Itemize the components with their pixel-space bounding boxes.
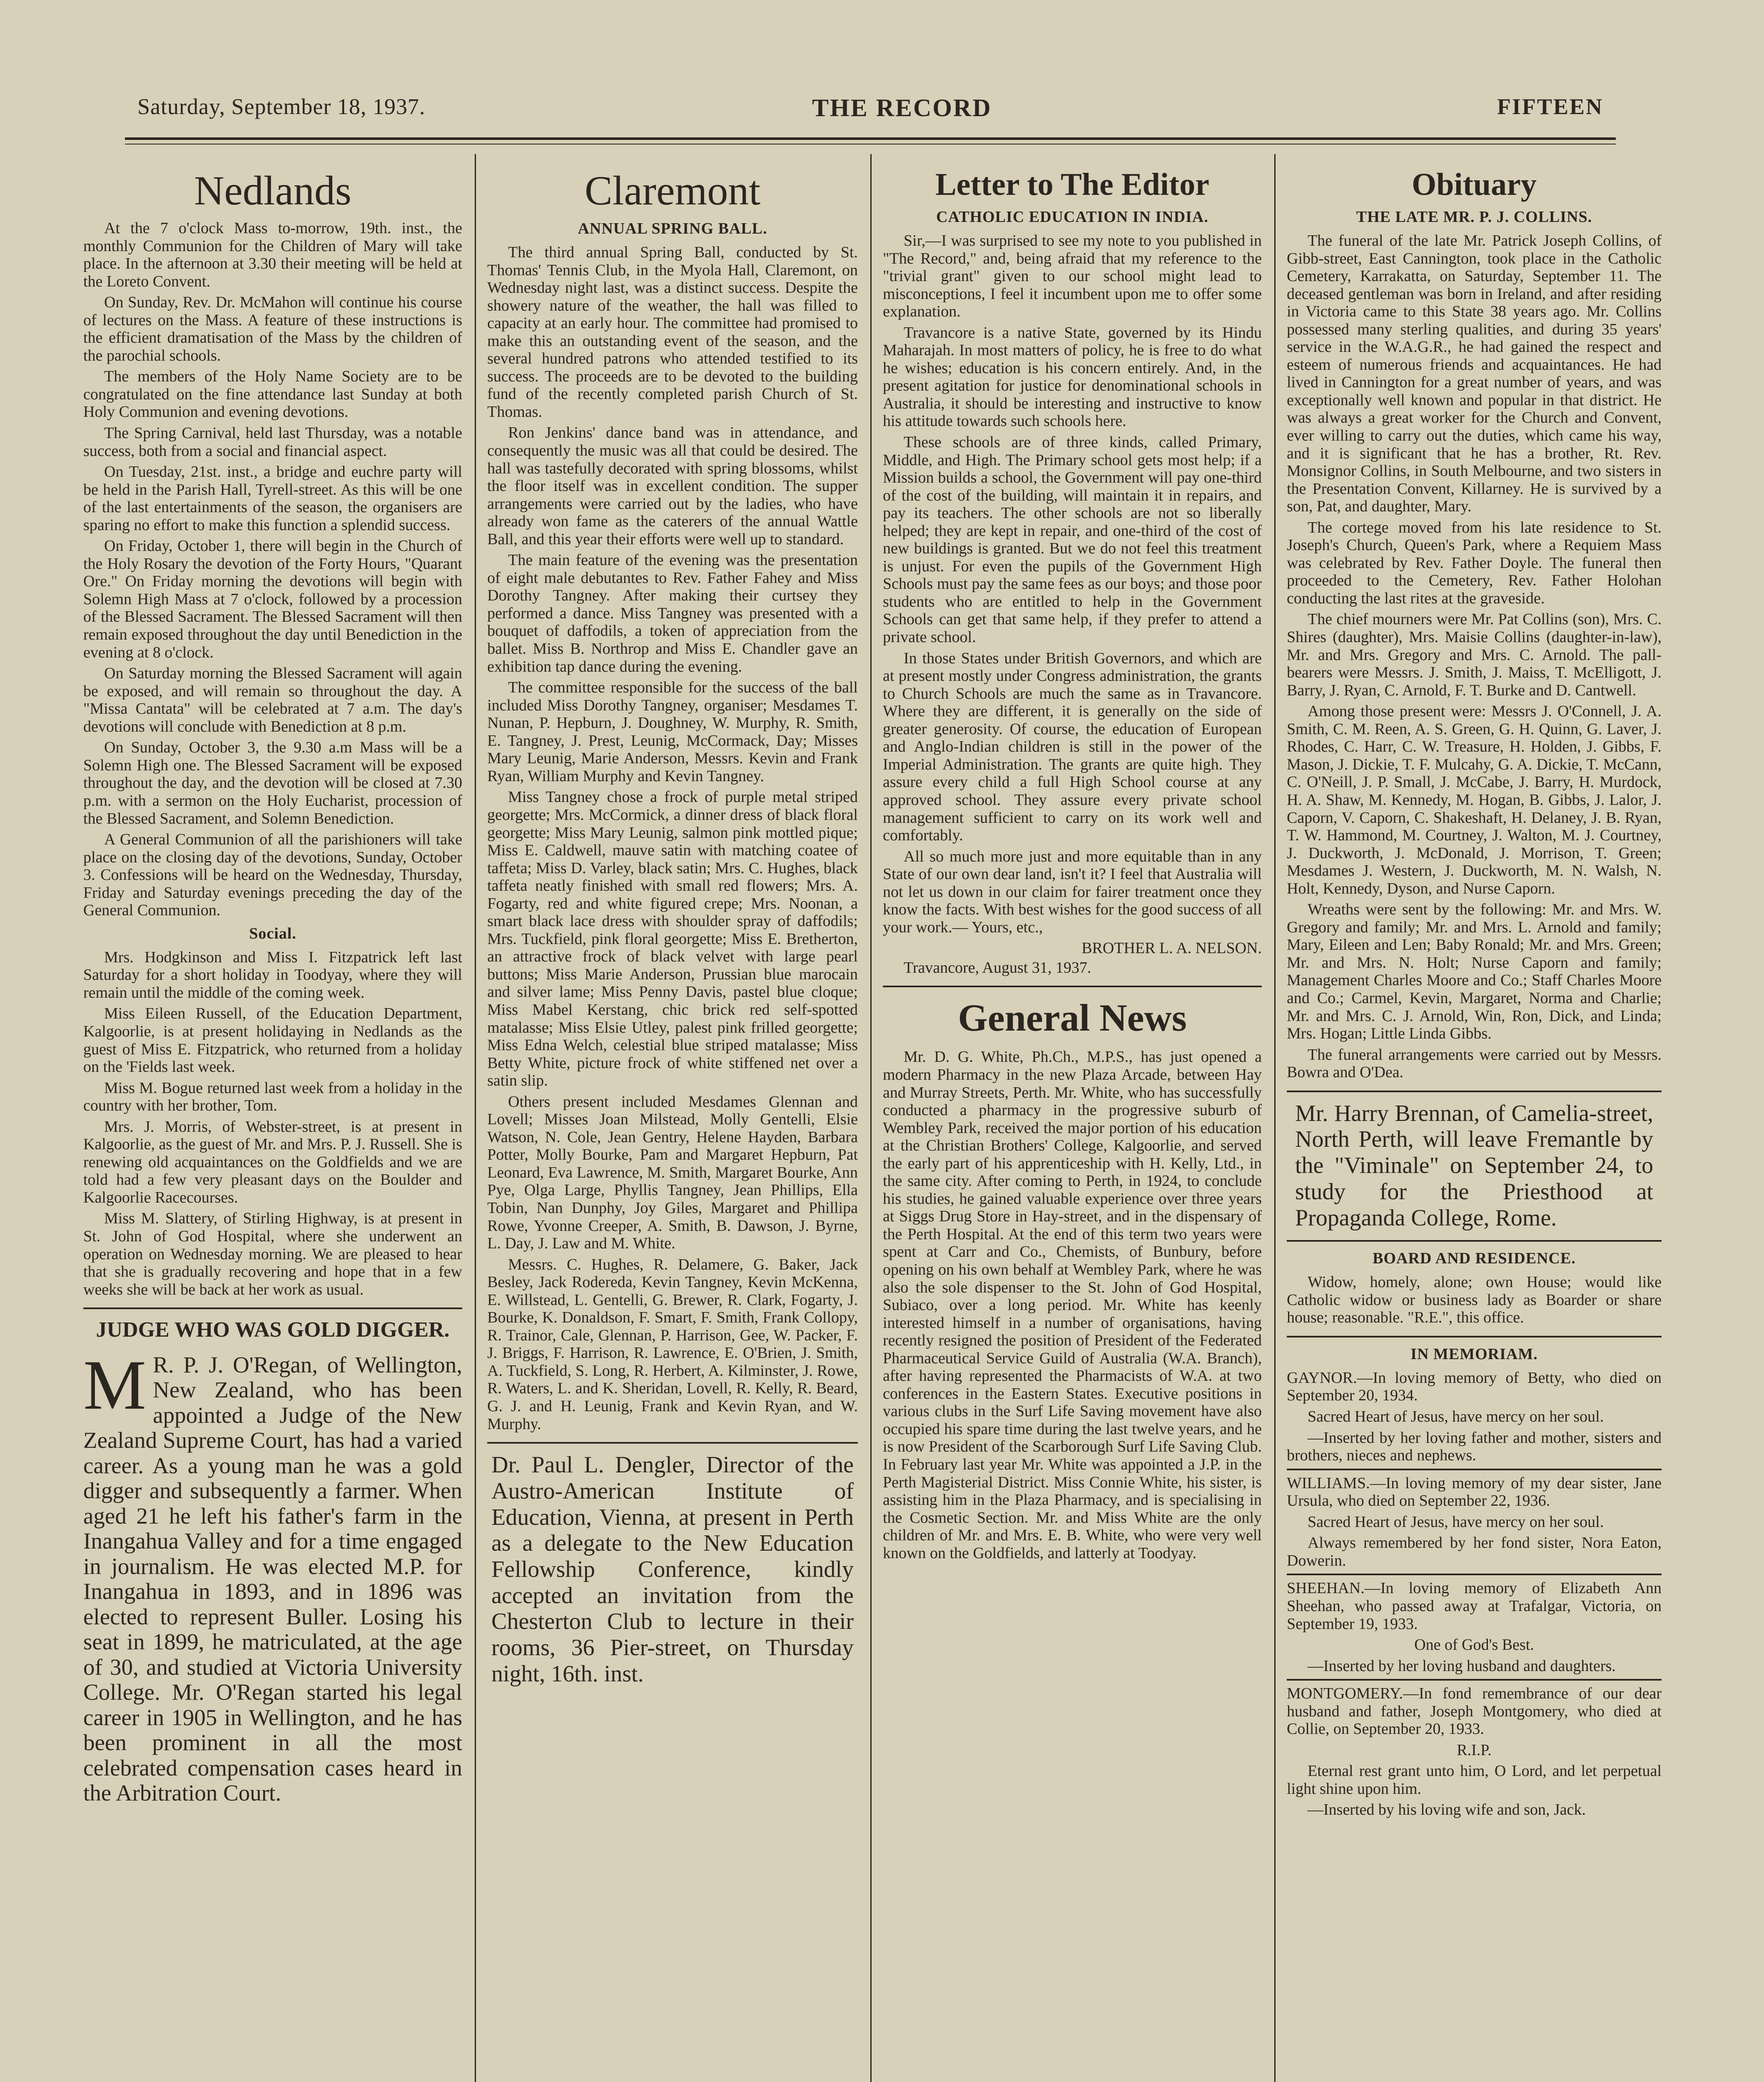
memoriam-line: —Inserted by her loving husband and daughters. <box>1308 1657 1616 1675</box>
obituary-column <box>1287 167 1662 2082</box>
drop-cap: M <box>83 1345 147 1424</box>
section-rule <box>1287 1469 1662 1470</box>
memoriam-line: —Inserted by her loving father and mother, sisters and brothers, nieces and nephews. <box>1287 1429 1662 1464</box>
page-number: FIFTEEN <box>1497 94 1603 119</box>
paragraph: Mr. Harry Brennan, of Camelia-street, North Perth, will leave Fremantle by the "Viminale" on September 24, to study for the Priesthood at Propaganda College, Rome. <box>1295 1100 1653 1231</box>
paragraph: The funeral arrangements were carried out by Messrs. Bowra and O'Dea. <box>1287 1046 1662 1081</box>
paragraph: Messrs. C. Hughes, R. Delamere, G. Baker, Jack Besley, Jack Rodereda, Kevin Tangney, Kevin McKenna, E. Willstead, L. Gentelli, G. Brewer, R. Clark, Fogarty, J. Bourke, K. Donaldson, F. Smart, F. Smith, Frank Collopy, R. Trainor, Cale, Glennan, P. Harrison, Gee, W. Packer, F. J. Briggs, F. Harrison, R. Lawrence, E. O'Brien, J. Smith, A. Tuckfield, S. Long, R. Herbert, A. Kilminster, J. Rowe, R. Waters, L. and K. Sheridan, Lovell, R. Kelly, R. Beard, G. J. and H. Leunig, Frank and Kevin Ryan, and W. Murphy. <box>487 1255 858 1433</box>
section-rule <box>883 986 1262 987</box>
paragraph: Ron Jenkins' dance band was in attendance, and consequently the music was all that could be desired. The hall was tastefully decorated with spring blossoms, whilst the floor itself was in excellent condition. The supper arrangements were carried out by the ladies, who have already won fame as the caterers of the annual Wattle Ball, and this year their efforts were well up to standard. <box>487 424 858 548</box>
paragraph: Mr. D. G. White, Ph.Ch., M.P.S., has just opened a modern Pharmacy in the new Plaza Arcade, between Hay and Murray Streets, Perth. Mr. White, who has successfully conducted a pharmacy in the progressive suburb of Wembley Park, received the major portion of his education at the Christian Brothers' College, Kalgoorlie, and served the early part of his apprenticeship with H. Kelly, Ltd., in the same city. After coming to Perth, in 1924, to conclude his studies, he gained valuable experience over three years at Siggs Drug Store in Hay-street, and in the dispensary of the Perth Hospital. At the end of this term two years were spent at Carr and Co., Chemists, of Bunbury, before opening on his own behalf at Wembley Park, where he was also the sole dispenser to the St. John of God Hospital, Subiaco, over a long period. Mr. White has keenly interested himself in a number of organisations, having recently resigned the position of President of the Federated Pharmaceutical Service Guild of Australia (W.A. Branch), after having represented the Pharmacists of W.A. at two conferences in the Eastern States. Executive positions in various clubs in the Surf Life Saving movement have also occupied his spare time during the last twelve years, and he is now President of the Scarborough Surf Life Saving Club. In February last year Mr. White was appointed a J.P. in the Perth Magisterial District. Miss Connie White, his sister, is assisting him in the Plaza Pharmacy, and is specialising in the Cosmetic Section. Mr. and Miss White are the only children of Mr. and Mrs. E. B. White, who were very well known on the Goldfields, and latterly at Toodyay. <box>883 1048 1262 1562</box>
judge-article <box>83 1317 462 1806</box>
obituary-subtitle: THE LATE MR. P. J. COLLINS. <box>1356 208 1592 226</box>
claremont-title: Claremont <box>584 167 761 214</box>
column-divider <box>475 154 476 2082</box>
memoriam-line: Sacred Heart of Jesus, have mercy on her soul. <box>1308 1408 1604 1426</box>
memoriam-line: WILLIAMS.—In loving memory of my dear sister, Jane Ursula, who died on September 22, 1936. <box>1287 1474 1662 1510</box>
paragraph: Wreaths were sent by the following: Mr. and Mrs. W. Gregory and family; Mr. and Mrs. L. Arnold and family; Mary, Eileen and Len; Baby Ronald; Mr. and Mrs. Green; Mr. and Mrs. N. Holt; Nurse Caporn and family; Management Charles Moore and Co.; Staff Charles Moore and Co.; Carmel, Kevin, Margaret, Norma and Charlie; Mr. and Mrs. C. J. Arnold, Win, Ron, Dick, and Linda; Mrs. Hogan; Little Linda Gibbs. <box>1287 901 1662 1043</box>
paragraph: R. P. J. O'Regan, of Wellington, New Zealand, who has been appointed a Judge of the New Zealand Supreme Court, has had a varied career. As a young man he was a gold digger and subsequently a farmer. When aged 21 he left his father's farm in the Inangahua Valley and for a time engaged in journalism. He was elected M.P. for Inangahua in 1893, and in 1896 was elected to represent Buller. Losing his seat in 1899, he matriculated, at the age of 30, and studied at Victoria University College. Mr. O'Regan started his legal career in 1905 in Wellington, and he has been prominent in all the most celebrated compensation cases heard in the Arbitration Court. <box>83 1352 462 1806</box>
section-rule <box>1287 1574 1662 1575</box>
paragraph: The cortege moved from his late residence to St. Joseph's Church, Queen's Park, where a Requiem Mass was celebrated by Rev. Father Doyle. The funeral then proceeded to the Cemetery, Rev. Father Holohan conducting the last rites at the graveside. <box>1287 518 1662 607</box>
paragraph: On Tuesday, 21st. inst., a bridge and euchre party will be held in the Parish Hall, Tyrell-street. As this will be one of the last entertainments of the season, the organisers are sparing no effort to make this function a splendid success. <box>83 463 462 534</box>
paragraph: On Sunday, Rev. Dr. McMahon will continue his course of lectures on the Mass. A feature of these instructions is the efficient dramatisation of the Mass by the children of the parochial schools. <box>83 294 462 364</box>
nedlands-column <box>83 167 462 2082</box>
paragraph: The funeral of the late Mr. Patrick Joseph Collins, of Gibb-street, East Cannington, took place in the Catholic Cemetery, Karrakatta, on Saturday, September 11. The deceased gentleman was born in Ireland, and after residing in Victoria came to this State 38 years ago. Mr. Collins possessed many sterling qualities, and during 35 years' service in the W.A.G.R., he had gained the respect and esteem of numerous friends and acquaintances. He had lived in Cannington for a great number of years, and was exceptionally well known and popular in that district. He was always a great worker for the Church and Convent, ever willing to carry out the duties, which came his way, and it is significant that he has a brother, Rt. Rev. Monsignor Collins, in South Melbourne, and two sisters in the Presentation Convent, Killarney. He is survived by a son, Pat, and daughter, Mary. <box>1287 232 1662 516</box>
paragraph: These schools are of three kinds, called Primary, Middle, and High. The Primary school gets most help; if a Mission builds a school, the Government will pay one-third of the cost of the building, will maintain it in repairs, and pay its teachers. The other schools are not so liberally helped; they are kept in repair, and one-third of the cost of new buildings is granted. But we do not feel this treatment is unjust. For even the pupils of the Government High Schools must pay the same fees as our boys; and those poor students who are entitled to help in the Government Schools can get that same help, if they prefer to attend a private school. <box>883 433 1262 646</box>
memoriam-line: Eternal rest grant unto him, O Lord, and let perpetual light shine upon him. <box>1287 1762 1662 1798</box>
paragraph: The chief mourners were Mr. Pat Collins (son), Mrs. C. Shires (daughter), Mrs. Maisie Collins (daughter-in-law), Mr. and Mrs. Gregory and Mrs. C. Arnold. The pall-bearers were Messrs. J. Smith, J. Maiss, T. McElligott, J. Barry, J. Ryan, C. Arnold, F. T. Burke and D. Cantwell. <box>1287 610 1662 699</box>
paragraph: The third annual Spring Ball, conducted by St. Thomas' Tennis Club, in the Myola Hall, Claremont, on Wednesday night last, was a distinct success. Despite the showery nature of the weather, the hall was filled to capacity at an early hour. The committee had promised to make this an outstanding event of the season, and the several hundred patrons who attended testified to its success. The proceeds are to be devoted to the building fund of the recently completed parish Church of St. Thomas. <box>487 244 858 421</box>
paragraph: Widow, homely, alone; own House; would like Catholic widow or business lady as Boarder or share house; reasonable. "R.E.", this office. <box>1287 1273 1662 1327</box>
paragraph: Miss M. Bogue returned last week from a holiday in the country with her brother, Tom. <box>83 1079 462 1115</box>
memoriam-line: Always remembered by her fond sister, Nora Eaton, Dowerin. <box>1287 1534 1662 1569</box>
news-title: General News <box>958 996 1187 1039</box>
section-rule <box>1287 1336 1662 1337</box>
letter-column <box>883 167 1262 2082</box>
memoriam-line: MONTGOMERY.—In fond remembrance of our dear husband and father, Joseph Montgomery, who died at Collie, on September 20, 1933. <box>1287 1685 1662 1738</box>
memoriam-line: SHEEHAN.—In loving memory of Elizabeth Ann Sheehan, who passed away at Trafalgar, Victoria, on September 19, 1933. <box>1287 1579 1662 1633</box>
section-rule <box>83 1307 462 1309</box>
paragraph: On Sunday, October 3, the 9.30 a.m Mass will be a Solemn High one. The Blessed Sacrament will be exposed throughout the day, and the devotion will be closed at 7.30 p.m. with a sermon on the Holy Eucharist, procession of the Blessed Sacrament, and Solemn Benediction. <box>83 739 462 827</box>
paragraph: The Spring Carnival, held last Thursday, was a notable success, both from a social and financial aspect. <box>83 424 462 460</box>
paragraph: Among those present were: Messrs J. O'Connell, J. A. Smith, C. M. Reen, A. S. Green, G. H. Quinn, G. Laver, J. Rhodes, C. Harr, C. W. Treasure, H. Holden, J. Gibbs, F. Mason, J. Dickie, T. F. Mulcahy, G. A. Dickie, T. McCann, C. O'Neill, J. P. Small, J. McCabe, J. Barry, H. Murdock, H. A. Shaw, M. Kennedy, M. Hogan, B. Gibbs, J. Lalor, J. Caporn, V. Caporn, C. Shakeshaft, H. Delaney, J. B. Ryan, T. W. Hammond, M. Courtney, J. Walton, M. J. Courtney, J. Duckworth, J. McDonald, J. Morrison, T. Green; Mesdames J. Western, J. Duckworth, M. N. Walsh, N. Holt, Kennedy, Dyson, and Nurse Caporn. <box>1287 702 1662 897</box>
memoriam-entry <box>1287 1579 1662 1675</box>
letter-title: Letter to The Editor <box>935 167 1209 202</box>
memoriam-line: Sacred Heart of Jesus, have mercy on her soul. <box>1308 1513 1604 1531</box>
column-divider <box>870 154 872 2082</box>
newspaper-name: THE RECORD <box>812 94 992 122</box>
paragraph: In those States under British Governors, and which are at present mostly under Congress administration, the grants to Church Schools are much the same as in Travancore. Where they are different, it is generally on the side of greater generosity. Of course, the education of European and Anglo-Indian children is still in the power of the Imperial Administration. The grants are quite high. They assure every child a full High School course at any approved school. They assure every private school management sufficient to carry on its work well and comfortably. <box>883 649 1262 844</box>
paragraph: All so much more just and more equitable than in any State of our own dear land, isn't it? I feel that Australia will not let us down in our claim for fairer treatment once they know the facts. With best wishes for the good success of all your work.— Yours, etc., <box>883 847 1262 936</box>
paragraph: Miss Tangney chose a frock of purple metal striped georgette; Mrs. McCormick, a dinner dress of black floral georgette; Miss Mary Leunig, salmon pink mottled pique; Miss E. Caldwell, mauve satin with matching coatee of taffeta; Miss D. Varley, black satin; Mrs. C. Hughes, black taffeta neatly finished with small red flowers; Mrs. A. Fogarty, red and white figured crepe; Mrs. Noonan, a smart black lace dress with shoulder spray of daffodils; Mrs. Tuckfield, pink floral georgette; Miss E. Bretherton, an attractive frock of black velvet with large pearl buttons; Miss Marie Anderson, Prussian blue marocain and silver lame; Miss Penny Davis, pastel blue cloque; Miss Mabel Kerstang, chic brick red self-spotted matalasse; Miss Elsie Utley, palest pink frilled georgette; Miss Edna Welch, celestial blue striped matalasse; Miss Betty White, picture frock of white stiffened net over a satin slip. <box>487 788 858 1090</box>
issue-date: Saturday, September 18, 1937. <box>137 94 426 119</box>
paragraph: At the 7 o'clock Mass to-morrow, 19th. inst., the monthly Communion for the Children of Mary will take place. In the afternoon at 3.30 their meeting will be held at the Loreto Convent. <box>83 219 462 290</box>
letter-place-date: Travancore, August 31, 1937. <box>904 959 1091 976</box>
letter-signature: BROTHER L. A. NELSON. <box>1081 939 1262 957</box>
paragraph: Miss M. Slattery, of Stirling Highway, is at present in St. John of God Hospital, where she underwent an operation on Wednesday morning. We are pleased to hear that she is gradually recovering and hope that in a few weeks she will be back at her work as usual. <box>83 1210 462 1298</box>
letter-subtitle: CATHOLIC EDUCATION IN INDIA. <box>936 208 1208 226</box>
dengler-notice <box>487 1452 858 1687</box>
memoriam-entry <box>1287 1369 1662 1464</box>
memoriam-line: One of God's Best. <box>1414 1636 1534 1654</box>
judge-headline: JUDGE WHO WAS GOLD DIGGER. <box>96 1318 450 1342</box>
memoriam-entry <box>1287 1474 1662 1570</box>
paragraph: The main feature of the evening was the presentation of eight male debutantes to Rev. Father Fahey and Miss Dorothy Tangney. After making their curtsey they performed a dance. Miss Tangney was presented with a bouquet of daffodils, a token of appreciation from the ballet. Miss B. Northrop and Miss E. Chandler gave an exhibition tap dance during the evening. <box>487 551 858 675</box>
paragraph: On Saturday morning the Blessed Sacrament will again be exposed, and will remain so throughout the day. A "Missa Cantata" will be celebrated at 7 a.m. The day's devotions will conclude with Benediction at 8 p.m. <box>83 665 462 735</box>
paragraph: Travancore is a native State, governed by its Hindu Maharajah. In most matters of policy, he is free to do what he wishes; education is his concern entirely. And, in the present agitation for justice for denominational schools in Australia, it should be interesting and instructive to know his attitude towards such schools here. <box>883 324 1262 430</box>
nedlands-title: Nedlands <box>194 167 351 214</box>
paragraph: Mrs. J. Morris, of Webster-street, is at present in Kalgoorlie, as the guest of Mr. and Mrs. P. J. Russell. She is renewing old acquaintances on the Goldfields and we are told had a few very pleasant days on the Boulder and Kalgoorlie Racecourses. <box>83 1118 462 1206</box>
masthead-rule <box>125 137 1616 140</box>
claremont-subtitle: ANNUAL SPRING BALL. <box>578 220 767 237</box>
paragraph: Sir,—I was surprised to see my note to you published in "The Record," and, being afraid that my reference to the "trivial grant" given to our school might lead to misconceptions, I feel it incumbent upon me to offer some explanation. <box>883 232 1262 321</box>
paragraph: On Friday, October 1, there will begin in the Church of the Holy Rosary the devotion of the Forty Hours, "Quarant Ore." On Friday morning the devotions will begin with Solemn High Mass at 7 o'clock, followed by a procession of the Blessed Sacrament. The Blessed Sacrament will then remain exposed throughout the day until Benediction in the evening at 8 o'clock. <box>83 537 462 661</box>
memoriam-line: GAYNOR.—In loving memory of Betty, who died on September 20, 1934. <box>1287 1369 1662 1405</box>
social-heading: Social. <box>249 924 296 942</box>
board-title: BOARD AND RESIDENCE. <box>1373 1250 1576 1268</box>
paragraph: The committee responsible for the success of the ball included Miss Dorothy Tangney, organiser; Mesdames T. Nunan, P. Hepburn, J. Doughney, W. Murphy, R. Smith, E. Tangney, J. Prest, Leunig, McCormack, Day; Misses Mary Leunig, Marie Anderson, Messrs. Kevin and Frank Ryan, William Murphy and Kevin Tangney. <box>487 679 858 785</box>
section-rule <box>1287 1679 1662 1681</box>
paragraph: Others present included Mesdames Glennan and Lovell; Misses Joan Milstead, Molly Gentelli, Elsie Watson, N. Cole, Jean Gentry, Helene Hayden, Barbara Potter, Molly Bourke, Pam and Margaret Hepburn, Pat Leonard, Eva Lawrence, M. Smith, Margaret Bourke, Ann Pye, Olga Large, Phyllis Tangney, Jean Phillips, Ella Tobin, Nan Dunphy, Joy Giles, Margaret and Phillipa Rowe, Yvonne Creeper, A. Smith, B. Dawson, J. Byrne, L. Day, J. Law and M. White. <box>487 1093 858 1253</box>
paragraph: Mrs. Hodgkinson and Miss I. Fitzpatrick left last Saturday for a short holiday in Toodyay, where they will remain until the middle of the coming week. <box>83 948 462 1001</box>
section-rule <box>1287 1240 1662 1242</box>
paragraph: The members of the Holy Name Society are to be congratulated on the fine attendance last Sunday at both Holy Communion and evening devotions. <box>83 368 462 421</box>
section-rule <box>1287 1091 1662 1092</box>
paragraph: A General Communion of all the parishioners will take place on the closing day of the devotions, Sunday, October 3. Confessions will be heard on the Wednesday, Thursday, Friday and Saturday evenings preceding the day of the General Communion. <box>83 831 462 919</box>
paragraph: Dr. Paul L. Dengler, Director of the Austro-American Institute of Education, Vienna, at present in Perth as a delegate to the New Education Fellowship Conference, kindly accepted an invitation from the Chesterton Club to lecture in their rooms, 36 Pier-street, on Thursday night, 16th. inst. <box>491 1452 854 1687</box>
masthead <box>125 85 1616 135</box>
paragraph: Miss Eileen Russell, of the Education Department, Kalgoorlie, is at present holidaying in Nedlands as the guest of Miss E. Fitzpatrick, who returned from a holiday on the 'Fields last week. <box>83 1005 462 1076</box>
memoriam-line: R.I.P. <box>1457 1741 1492 1759</box>
brennan-notice <box>1287 1101 1662 1231</box>
column-divider <box>1274 154 1276 2082</box>
nedlands-article <box>83 219 462 919</box>
memoriam-line: —Inserted by his loving wife and son, Jack. <box>1308 1801 1586 1819</box>
memoriam-entry <box>1287 1685 1662 1819</box>
obituary-title: Obituary <box>1412 167 1537 202</box>
claremont-column <box>487 167 858 2082</box>
memoriam-title: IN MEMORIAM. <box>1410 1345 1538 1363</box>
section-rule <box>487 1442 858 1444</box>
